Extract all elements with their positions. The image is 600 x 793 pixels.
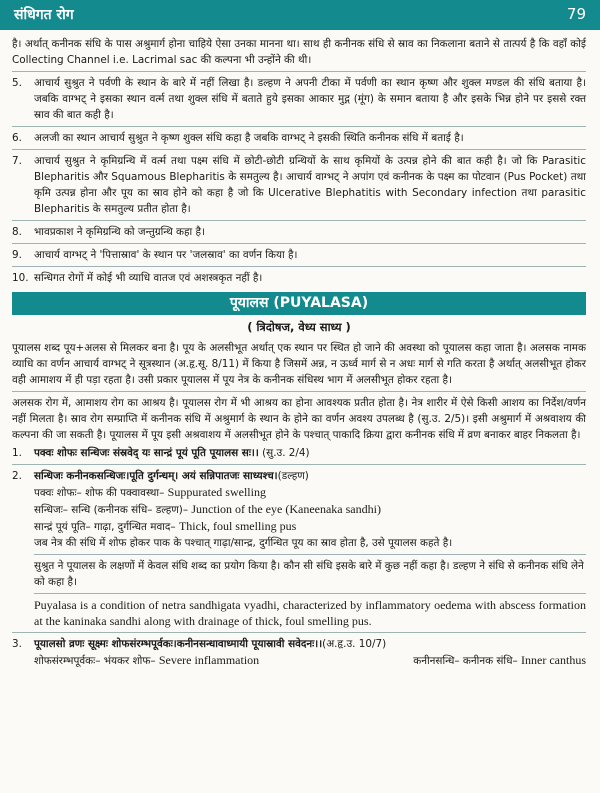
verse-text: सन्धिजः कनीनकसन्धिजः।पूति दुर्गन्धम्। अयं सन्निपातजः साध्यश्च।: [34, 470, 278, 482]
item-number: 7.: [12, 155, 22, 167]
item-number: 5.: [12, 77, 22, 89]
explanation-text: सुश्रुत ने पूयालस के लक्षणों में केवल संधि शब्द का प्रयोग किया है। कौन सी संधि इसके बारे में कुछ नहीं कहा है। डल्हण ने संधि से कनीनक संधि लेने को कहा है।: [34, 560, 584, 588]
verse-text: पक्वः शोफः सन्धिजः संस्रवेद् यः सान्द्रं पूयं पूति पूयालस सः।।: [34, 447, 259, 459]
chapter-title: संधिगत रोग: [14, 7, 74, 23]
item-text: भावप्रकाश ने कृमिग्रन्थि को जन्तुग्रन्थि कहा है।: [34, 226, 205, 238]
verse-text: पूयालसो व्रणः सूक्ष्मः शोफसंरम्भपूर्वकः।कनीनसन्धावाध्मायी पूयास्रावी सवेदनः।।: [34, 638, 323, 650]
page-number: 79: [566, 5, 586, 23]
divider: [12, 632, 586, 633]
list-item: [12, 270, 586, 286]
list-item: [12, 153, 586, 217]
divider: [12, 266, 586, 267]
verse-number: 1.: [12, 447, 22, 459]
page-header: [0, 0, 600, 30]
divider: [12, 149, 586, 150]
item-text: अलजी का स्थान आचार्य सुश्रुत ने कृष्ण शुक्ल संधि कहा है जबकि वाग्भट् ने इसकी स्थिति कनीनक संधि में बताई है।: [34, 132, 464, 144]
item-number: 9.: [12, 249, 22, 261]
page-content: [12, 36, 586, 669]
glossary-entry: सान्द्रं पूयं पूति– गाढ़ा, दुर्गन्धित मवाद– Thick, foul smelling pus: [34, 519, 297, 533]
verse-reference: (सु.उ. 2/4): [262, 447, 310, 459]
divider: [34, 554, 586, 555]
divider: [34, 593, 586, 594]
divider: [12, 464, 586, 465]
body-paragraph: पूयालस शब्द पूय+अलस से मिलकर बना है। पूय के अलसीभूत अर्थात् एक स्थान पर स्थित हो जाने की अवस्था को पूयालस कहा जाता है। अलसक नामक व्याधि का वर्णन आचार्य वाग्भट् ने सूत्रस्थान (अ.हृ.सू. 8/11) में किया है जिसमें अन्न, न ऊर्ध्व मार्ग से न अधः मार्ग से गति करता है अर्थात् अलसीभूत होकर वही आमाशय में ही पड़ा रहता है। उसी प्रकार पूयालस में पूय नेत्र के कनीनक संधिस्थ भाग में अलसीभूत होकर रहता है।: [12, 342, 586, 386]
verse-number: 2.: [12, 470, 22, 482]
explanation-text: जब नेत्र की संधि में शोफ होकर पाक के पश्चात् गाढ़ा/सान्द्र, दुर्गन्धित पूय का स्राव होता है, उसे पूयालस कहते है।: [34, 537, 453, 549]
section-banner: पूयालस (PUYALASA): [12, 292, 586, 315]
list-item: [12, 130, 586, 146]
list-item: [12, 75, 586, 123]
verse-line: [12, 445, 586, 461]
glossary-entry: शोफसंरम्भपूर्वकः– भंयकर शोफ– Severe inflammation: [34, 653, 260, 667]
divider: [12, 391, 586, 392]
item-text: आचार्य वाग्भट् ने 'पित्तास्राव' के स्थान पर 'जलस्राव' का वर्णन किया है।: [34, 249, 298, 261]
item-text: सन्धिगत रोगों में कोई भी व्याधि वातज एवं अशस्त्रकृत नहीं है।: [34, 272, 263, 284]
verse-number: 3.: [12, 638, 22, 650]
list-item: [12, 224, 586, 240]
item-number: 10.: [12, 272, 29, 284]
list-item: [12, 247, 586, 263]
body-paragraph: अलसक रोग में, आमाशय रोग का आश्रय है। पूयालस रोग में भी आश्रय का होना आवश्यक प्रतीत होता है। नेत्र शारीर में ऐसे किसी आशय का निर्देश/वर्णन नहीं मिलता है। स्राव रोग सम्प्राप्ति में कनीनक संधि में अश्रुमार्ग के स्थान के होने का वर्णन अवश्य उपलब्ध है (सु.उ. 2/5)। इसी अश्रुमार्ग में अश्रवाशय की कल्पना की जा सकती है। पूयालस में पूय इसी अश्रवाशय में अलसीभूत होने के पश्चात् पाकादि क्रिया द्वारा कनीनक संधि में व्रण बनाकर बाहर निकलता है।: [12, 397, 586, 441]
divider: [12, 243, 586, 244]
item-text: आचार्य सुश्रुत ने पर्वणी के स्थान के बारे में नहीं लिखा है। डल्हण ने अपनी टीका में पर्वणी का स्थान कृष्ण और शुक्ल मण्डल की संधि बताया है। जबकि वाग्भट् ने इसका स्थान वर्त्म तथा शुक्ल संधि में बताते हुये इसका आकार मुद्ग (मूंग) के समान बताया है और इसके भिन्न होने पर इससे रक्त स्राव की बात कही है।: [34, 77, 586, 121]
verse-reference: (डल्हण): [277, 470, 309, 482]
english-summary: Puyalasa is a condition of netra sandhigata vyadhi, characterized by inflammatory oedema with abscess formation at the kaninaka sandhi along with drainage of thick, foul smelling pus.: [34, 598, 586, 628]
glossary-entry: पक्वः शोफः– शोफ की पक्वावस्था– Suppurated swelling: [34, 485, 266, 499]
item-number: 6.: [12, 132, 22, 144]
glossary-entry: कनीनसन्धि– कनीनक संधि– Inner canthus: [413, 653, 586, 667]
item-number: 8.: [12, 226, 22, 238]
section-subtitle: ( त्रिदोषज, वेध्य साध्य ): [247, 320, 351, 334]
divider: [12, 220, 586, 221]
verse-line: [12, 468, 586, 484]
intro-paragraph: है। अर्थात् कनीनक संधि के पास अश्रुमार्ग होना चाहिये ऐसा उनका मानना था। साथ ही कनीनक संधि से स्राव का निकलाना बताने से तात्पर्य है कि वहाँ कोई Collecting Channel i.e. Lacrimal sac की कल्पना भी उन्होंने की थी।: [12, 38, 586, 66]
glossary-entry: सन्धिजः– सन्धि (कनीनक संधि– डल्हण)– Junction of the eye (Kaneenaka sandhi): [34, 502, 381, 516]
divider: [12, 71, 586, 72]
glossary-row: [12, 652, 586, 669]
verse-reference: (अ.हृ.उ. 10/7): [322, 638, 387, 650]
glossary: [12, 484, 586, 629]
divider: [12, 126, 586, 127]
item-text: आचार्य सुश्रुत ने कृमिग्रन्थि में वर्त्म तथा पक्ष्म संधि में छोटी-छोटी ग्रन्थियों के साथ कृमियों के उत्पन्न होने की बात कही है। जो कि Parasitic Blepharitis और Squamous Blepharitis के समतुल्य है। आचार्य वाग्भट् ने अपांग एवं कनीनक के पक्ष्म का पोटवान (Pus Pocket) तथा कृमि उत्पन्न होना और पूय का स्राव होने को कहा है जो कि Ulcerative Blephatitis with Secondary infection तथा parasitic Blepharitis के समतुल्य प्रतीत होता है।: [34, 155, 586, 215]
verse-line: [12, 636, 586, 652]
